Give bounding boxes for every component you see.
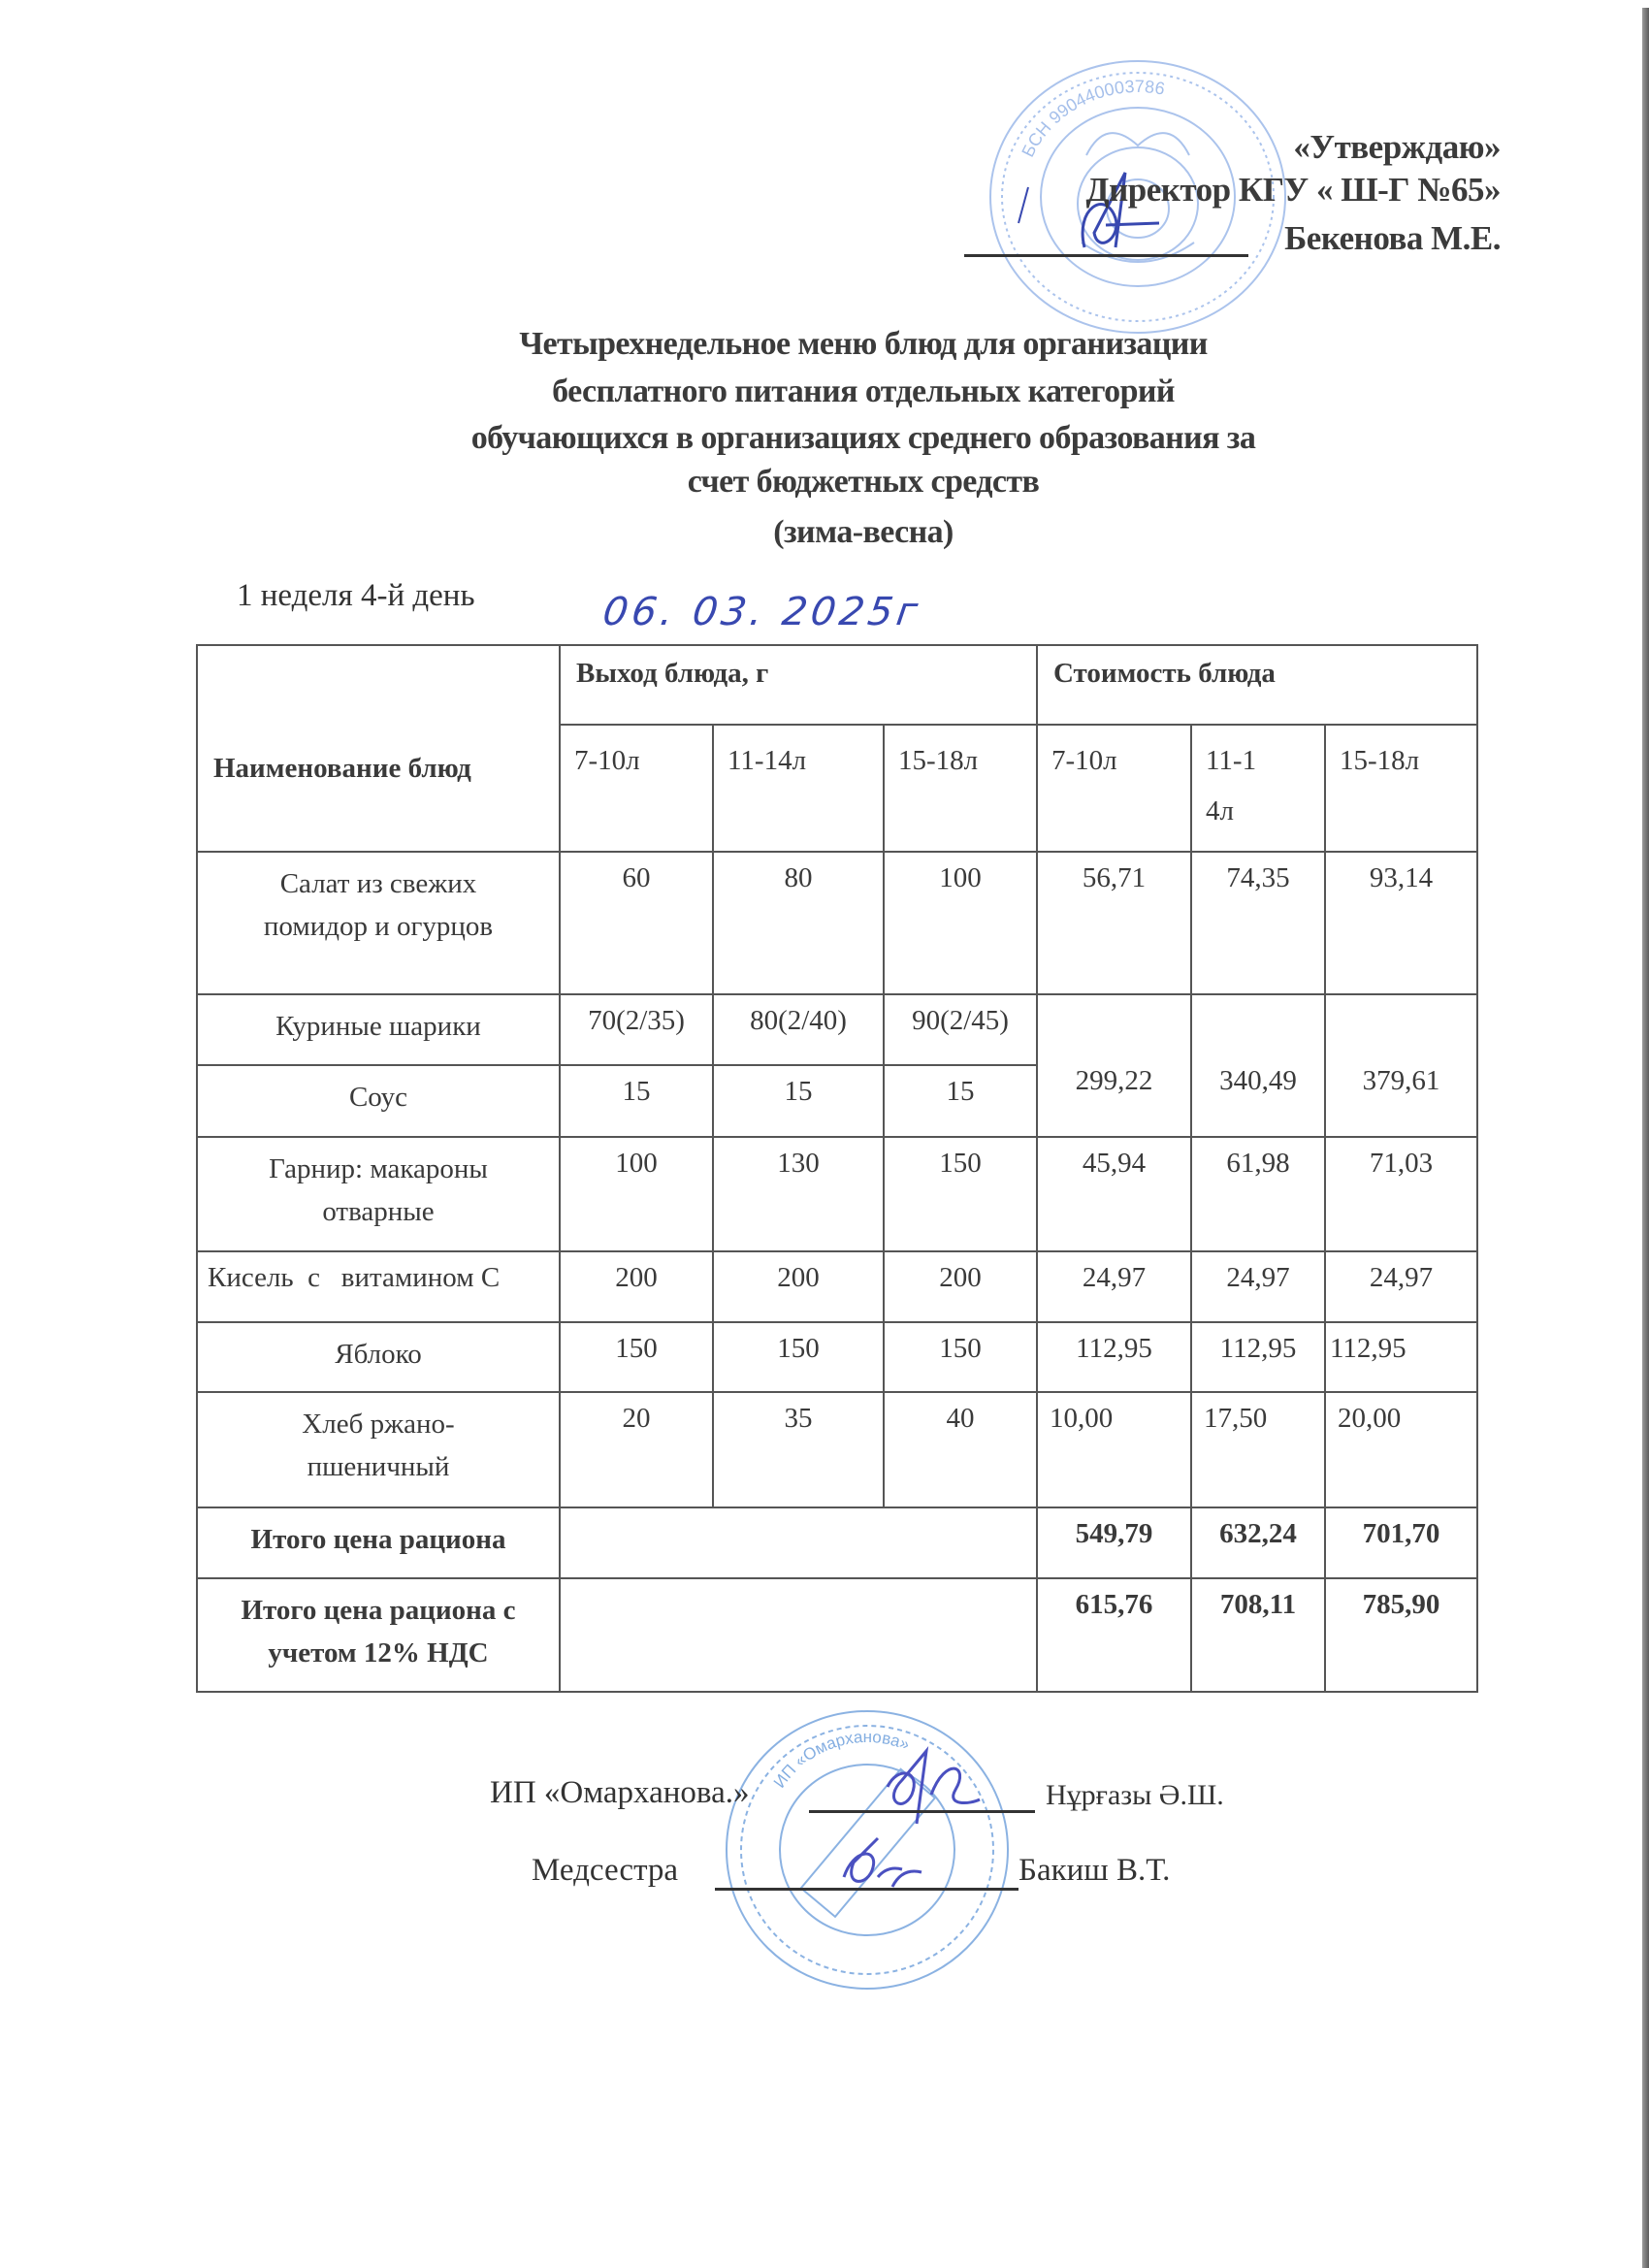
merged-cost-value: 299,22 xyxy=(1037,994,1191,1137)
director-name: Бекенова М.Е. xyxy=(1284,219,1501,257)
yield-value: 100 xyxy=(560,1137,713,1251)
scan-edge xyxy=(1642,8,1649,2268)
yield-value: 35 xyxy=(713,1392,884,1507)
header-cost: Стоимость блюда xyxy=(1037,645,1477,725)
yield-value: 40 xyxy=(884,1392,1037,1507)
cost-value: 112,95 xyxy=(1325,1322,1477,1392)
table-row xyxy=(197,994,1477,1065)
cost-value: 112,95 xyxy=(1191,1322,1325,1392)
yield-value: 200 xyxy=(884,1251,1037,1322)
cost-value: 56,71 xyxy=(1037,852,1191,994)
cost-value: 24,97 xyxy=(1037,1251,1191,1322)
document-title-line-3: обучающихся в организациях среднего образования за xyxy=(470,420,1256,456)
dish-name: Салат из свежих помидор и огурцов xyxy=(197,852,560,994)
cost-value: 45,94 xyxy=(1037,1137,1191,1251)
menu-table xyxy=(196,644,1478,1693)
document-title-line-1: Четырехнедельное меню блюд для организации xyxy=(519,326,1208,362)
supplier-signature-line xyxy=(809,1810,1035,1813)
total-value: 701,70 xyxy=(1325,1507,1477,1578)
yield-value: 15 xyxy=(560,1065,713,1137)
table-header-row xyxy=(197,645,1477,725)
yield-value: 20 xyxy=(560,1392,713,1507)
cost-value: 74,35 xyxy=(1191,852,1325,994)
yield-value: 70(2/35) xyxy=(560,994,713,1065)
yield-value: 60 xyxy=(560,852,713,994)
header-yield: Выход блюда, г xyxy=(560,645,1037,725)
header-cost-age: 11-14л xyxy=(1191,725,1325,852)
merged-cost-value: 379,61 xyxy=(1325,994,1477,1137)
header-yield-age: 11-14л xyxy=(713,725,884,852)
table-row xyxy=(197,1392,1477,1507)
document-title-line-4: счет бюджетных средств xyxy=(687,464,1040,500)
supplier-name: Нұрғазы Ә.Ш. xyxy=(1046,1779,1224,1811)
cost-value: 17,50 xyxy=(1191,1392,1325,1507)
header-yield-age: 15-18л xyxy=(884,725,1037,852)
nurse-signature xyxy=(844,1838,922,1887)
yield-value: 200 xyxy=(713,1251,884,1322)
supplier-stamp-text: ИП «Омарханова» xyxy=(769,1727,913,1792)
yield-value: 150 xyxy=(884,1137,1037,1251)
cost-value: 20,00 xyxy=(1325,1392,1477,1507)
week-day-label: 1 неделя 4-й день xyxy=(237,578,475,613)
dish-name: Яблоко xyxy=(197,1322,560,1392)
header-dish-name: Наименование блюд xyxy=(197,645,560,852)
table-row xyxy=(197,1322,1477,1392)
approve-label: «Утверждаю» xyxy=(1293,128,1501,166)
yield-value: 130 xyxy=(713,1137,884,1251)
merged-cost-value: 340,49 xyxy=(1191,994,1325,1137)
cost-value: 24,97 xyxy=(1325,1251,1477,1322)
yield-value: 90(2/45) xyxy=(884,994,1037,1065)
table-row xyxy=(197,1137,1477,1251)
director-title: Директор КГУ « Ш-Г №65» xyxy=(1085,171,1501,209)
table-row xyxy=(197,852,1477,994)
dish-name: Соус xyxy=(197,1065,560,1137)
table-row xyxy=(197,1251,1477,1322)
total-vat-row xyxy=(197,1578,1477,1692)
cost-value: 71,03 xyxy=(1325,1137,1477,1251)
total-vat-value: 615,76 xyxy=(1037,1578,1191,1692)
header-yield-age: 7-10л xyxy=(560,725,713,852)
total-row xyxy=(197,1507,1477,1578)
dish-name: Куриные шарики xyxy=(197,994,560,1065)
dish-name: Гарнир: макароны отварные xyxy=(197,1137,560,1251)
supplier-label: ИП «Омарханова.» xyxy=(490,1775,750,1810)
director-stamp-text: БСН 990440003786 xyxy=(1018,76,1167,161)
header-cost-age: 15-18л xyxy=(1325,725,1477,852)
yield-value: 200 xyxy=(560,1251,713,1322)
yield-value: 150 xyxy=(713,1322,884,1392)
yield-value: 150 xyxy=(560,1322,713,1392)
yield-value: 80(2/40) xyxy=(713,994,884,1065)
yield-value: 15 xyxy=(884,1065,1037,1137)
yield-value: 80 xyxy=(713,852,884,994)
document-title-line-5: (зима-весна) xyxy=(773,514,954,550)
header-cost-age: 7-10л xyxy=(1037,725,1191,852)
dish-name: Кисель с витамином С xyxy=(197,1251,560,1322)
cost-value: 10,00 xyxy=(1037,1392,1191,1507)
supplier-stamp xyxy=(727,1711,1008,1989)
director-signature-line xyxy=(964,254,1248,257)
cost-value: 24,97 xyxy=(1191,1251,1325,1322)
total-label: Итого цена рациона xyxy=(197,1507,560,1578)
cost-value: 61,98 xyxy=(1191,1137,1325,1251)
cost-value: 112,95 xyxy=(1037,1322,1191,1392)
cost-value: 93,14 xyxy=(1325,852,1477,994)
nurse-name: Бакиш В.Т. xyxy=(1018,1853,1171,1888)
nurse-label: Медсестра xyxy=(532,1853,679,1888)
total-empty-cell xyxy=(560,1507,1037,1578)
yield-value: 150 xyxy=(884,1322,1037,1392)
document-title-line-2: бесплатного питания отдельных категорий xyxy=(552,373,1175,409)
total-value: 549,79 xyxy=(1037,1507,1191,1578)
total-vat-label: Итого цена рациона с учетом 12% НДС xyxy=(197,1578,560,1692)
total-vat-empty-cell xyxy=(560,1578,1037,1692)
total-vat-value: 708,11 xyxy=(1191,1578,1325,1692)
total-value: 632,24 xyxy=(1191,1507,1325,1578)
handwritten-date: 06. 03. 2025г xyxy=(599,590,924,634)
yield-value: 100 xyxy=(884,852,1037,994)
dish-name: Хлеб ржано-пшеничный xyxy=(197,1392,560,1507)
yield-value: 15 xyxy=(713,1065,884,1137)
total-vat-value: 785,90 xyxy=(1325,1578,1477,1692)
nurse-signature-line xyxy=(715,1888,1018,1891)
